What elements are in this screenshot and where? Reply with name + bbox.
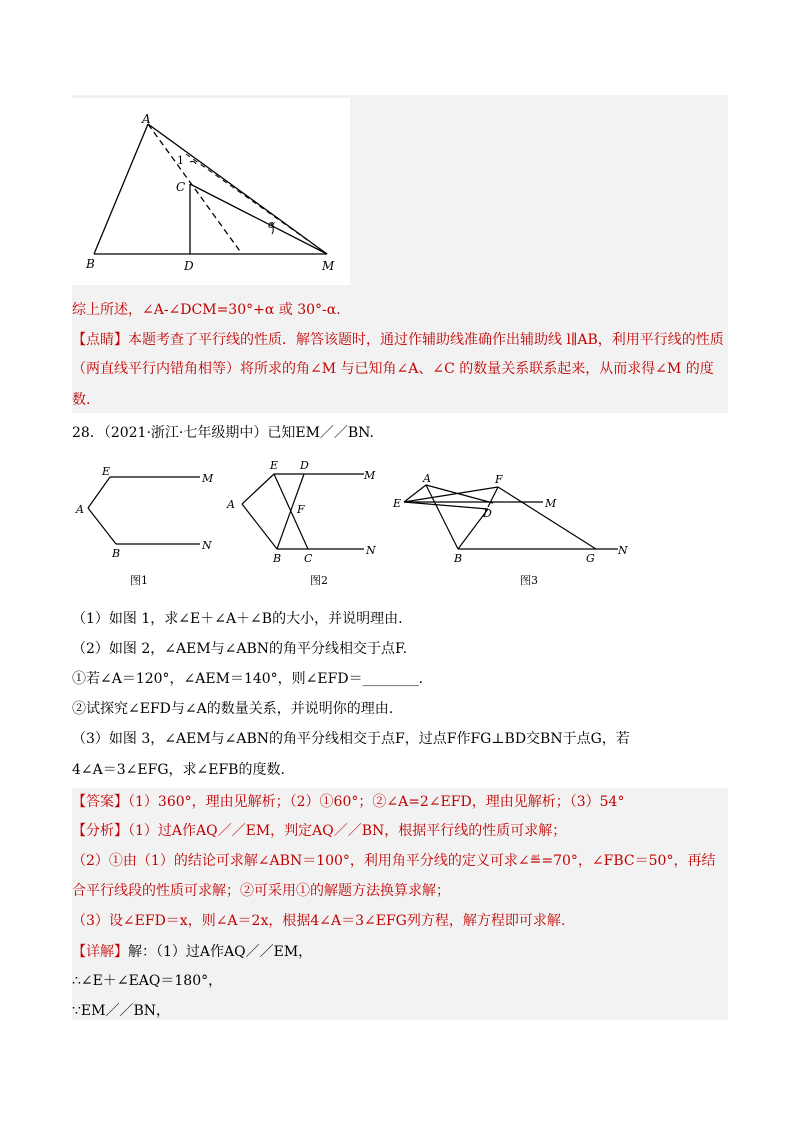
- fig3-M: M: [545, 497, 557, 510]
- top-triangle-figure: [72, 98, 350, 285]
- fig2-N: N: [366, 544, 376, 557]
- fig2-D: D: [300, 459, 309, 472]
- detail-line-1: [72, 942, 312, 962]
- fig3-E: E: [393, 497, 402, 510]
- point-C: C: [176, 180, 186, 194]
- answer-line: [72, 792, 624, 812]
- figure-3: [390, 465, 640, 590]
- question-28-title: 28．（2021·浙江·七年级期中）已知EM／／BN.: [72, 425, 374, 441]
- fig3-F: F: [495, 473, 503, 486]
- fig1-B: B: [112, 547, 121, 560]
- fig3-D: D: [483, 507, 492, 520]
- fig2-F: F: [297, 503, 305, 516]
- fig2-B: B: [273, 552, 282, 565]
- detail-text-1: 解：（1）过A作AQ／／EM，: [128, 944, 313, 960]
- fig3-B: B: [454, 552, 463, 565]
- angle-alpha-label: α: [268, 218, 276, 231]
- fig2-A: A: [227, 498, 235, 511]
- detail-tag: 【详解】: [72, 944, 128, 960]
- question-part-3b: 4∠A＝3∠EFG，求∠EFB的度数.: [72, 762, 285, 778]
- figure-2: [222, 455, 387, 588]
- question-part-1: （1）如图 1，求∠E＋∠A＋∠B的大小，并说明理由.: [72, 611, 403, 627]
- comment-line-1: [72, 330, 724, 350]
- analysis-line-1: [72, 821, 566, 841]
- analysis-line-4: （3）设∠EFD＝x，则∠A＝2x，根据4∠A＝3∠EFG列方程，解方程即可求解.: [72, 913, 566, 929]
- conclusion-text: 综上所述，∠A-∠DCM=30°+α 或 30°-α.: [72, 302, 341, 318]
- fig1-N: N: [202, 539, 212, 552]
- detail-line-3: ∵EM／／BN，: [72, 1003, 170, 1019]
- fig3-G: G: [586, 552, 595, 565]
- angle-1-label: 1: [177, 154, 184, 167]
- fig1-caption: 图1: [130, 574, 148, 587]
- question-part-2-2: ②试探究∠EFD与∠A的数量关系，并说明你的理由.: [72, 701, 394, 717]
- analysis-tag: 【分析】: [72, 823, 128, 839]
- answer-tag: 【答案】: [72, 794, 128, 810]
- point-A: A: [142, 112, 151, 126]
- detail-line-2: ∴∠E＋∠EAQ＝180°，: [72, 973, 223, 989]
- fig1-A: A: [76, 503, 84, 516]
- question-part-2: （2）如图 2，∠AEM与∠ABN的角平分线相交于点F.: [72, 641, 408, 657]
- fig3-A: A: [423, 472, 431, 485]
- comment-text-1: 本题考查了平行线的性质．解答该题时，通过作辅助线准确作出辅助线 l∥AB，利用平行线的性质: [128, 332, 724, 348]
- point-B: B: [86, 257, 95, 271]
- fig1-M: M: [202, 472, 214, 485]
- fig2-caption: 图2: [310, 574, 328, 587]
- question-part-2-1: ①若∠A＝120°，∠AEM＝140°，则∠EFD＝________.: [72, 671, 424, 687]
- fig2-M: M: [364, 469, 376, 482]
- top-figure-box: [72, 98, 350, 285]
- analysis-line-2: （2）①由（1）的结论可求解∠ABN＝100°，利用角平分线的定义可求∠≝=70°，∠FBC＝50°，再结: [72, 853, 716, 869]
- fig1-E: E: [102, 465, 111, 478]
- comment-tag: 【点睛】: [72, 332, 128, 348]
- figure-1: [72, 458, 232, 588]
- analysis-line-3: 合平行线段的性质可求解；②可采用①的解题方法换算求解；: [72, 883, 450, 899]
- comment-line-3: 数.: [72, 392, 91, 408]
- question-part-3a: （3）如图 3，∠AEM与∠ABN的角平分线相交于点F，过点F作FG⊥BD交BN于点G，若: [72, 731, 630, 747]
- answer-text: （1）360°，理由见解析；（2）①60°；②∠A=2∠EFD，理由见解析；（3）54°: [128, 794, 625, 810]
- comment-line-2: （两直线平行内错角相等）将所求的角∠M 与已知角∠A、∠C 的数量关系联系起来，从而求得∠M 的度: [72, 361, 714, 377]
- fig3-caption: 图3: [520, 574, 538, 587]
- fig2-C: C: [304, 552, 313, 565]
- analysis-text-1: （1）过A作AQ／／EM，判定AQ／／BN，根据平行线的性质可求解；: [128, 823, 567, 839]
- fig2-E: E: [270, 459, 279, 472]
- fig3-N: N: [618, 544, 628, 557]
- point-M: M: [322, 259, 335, 273]
- point-D: D: [184, 259, 194, 273]
